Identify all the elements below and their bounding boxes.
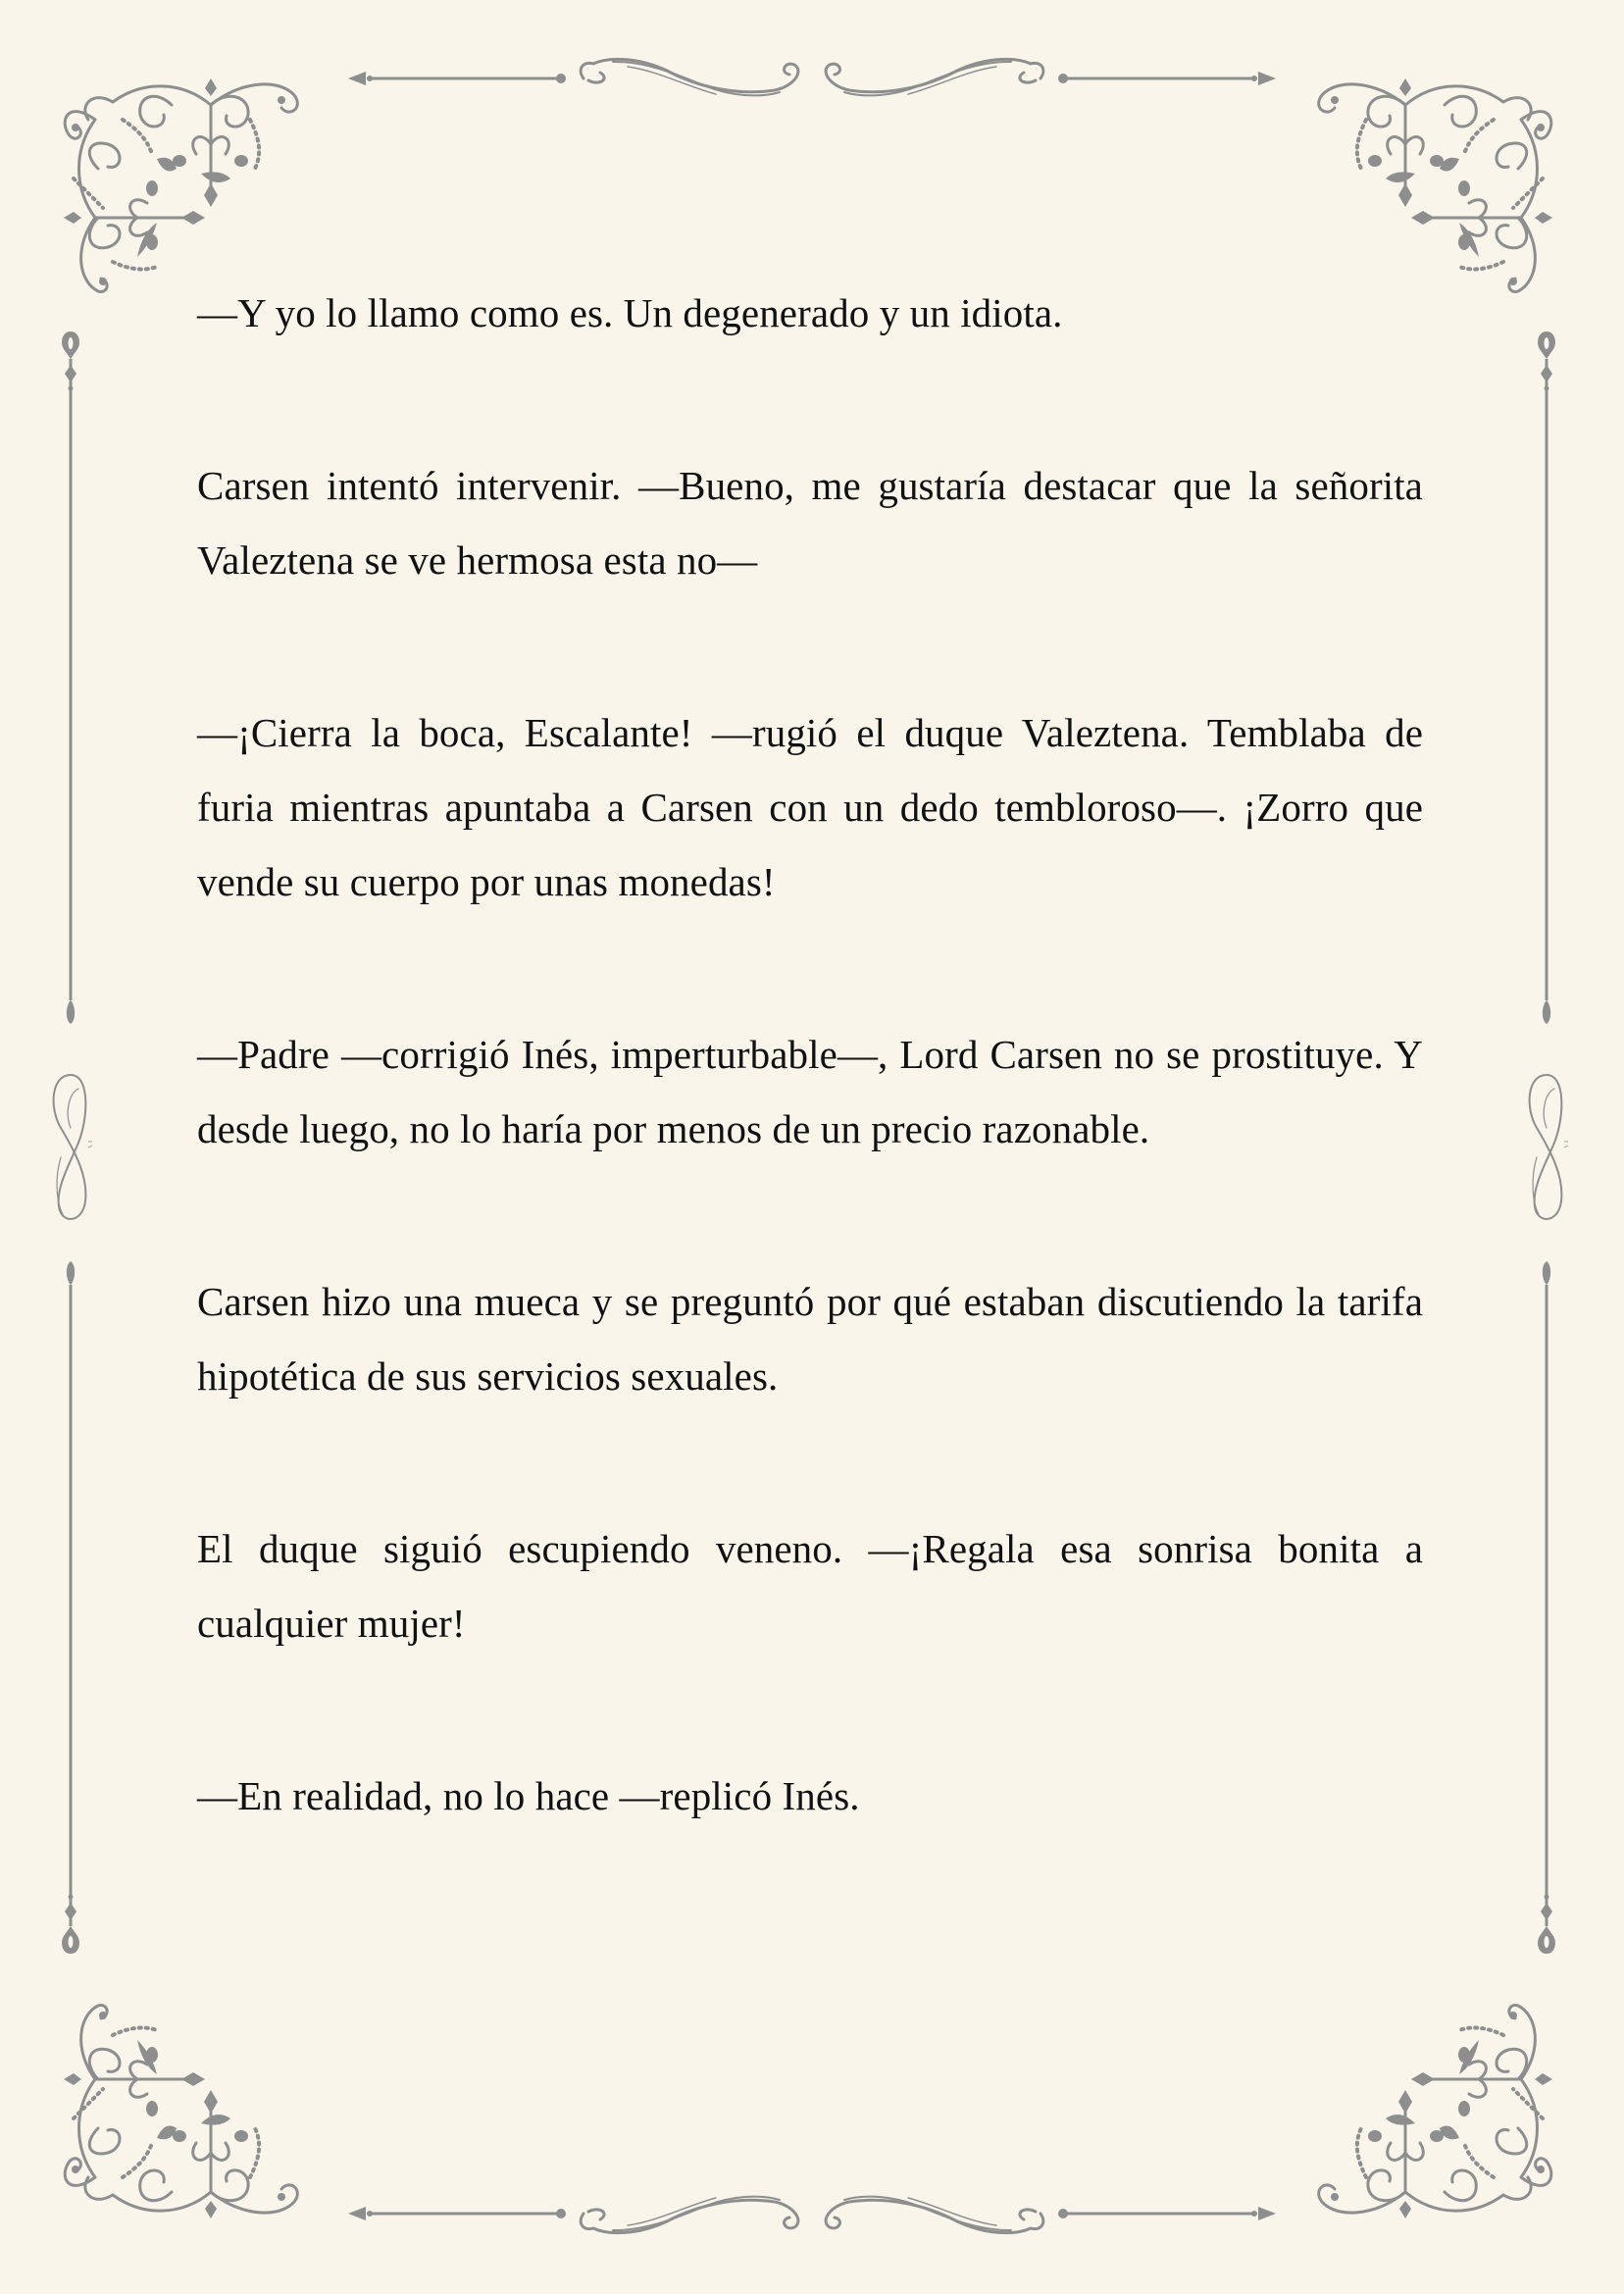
- paragraph: El duque siguió escupiendo veneno. —¡Regala esa sonrisa bonita a cualquier mujer!: [197, 1526, 1423, 1646]
- paragraph: —En realidad, no lo hace —replicó Inés.: [197, 1773, 860, 1818]
- paragraph: Carsen hizo una mueca y se preguntó por qué estaban discutiendo la tarifa hipotética de sus servicios sexuales.: [197, 1279, 1423, 1399]
- corner-ornament-bottom-right-icon: [1317, 2001, 1562, 2236]
- left-rail-lower-icon: [56, 1255, 85, 1962]
- paragraph: —Y yo lo llamo como es. Un degenerado y un idiota.: [197, 290, 1063, 335]
- paragraph: —¡Cierra la boca, Escalante! —rugió el duque Valeztena. Temblaba de furia mientras apuntaba a Carsen con un dedo tembloroso—. ¡Zorro que vende su cuerpo por unas monedas!: [197, 710, 1423, 904]
- corner-ornament-top-right-icon: [1317, 61, 1562, 296]
- left-rail-upper-icon: [56, 324, 85, 1030]
- right-figure-eight-knot-icon: [1517, 1069, 1576, 1226]
- right-rail-lower-icon: [1532, 1255, 1561, 1962]
- corner-ornament-top-left-icon: [54, 61, 299, 296]
- paragraph: —Padre —corrigió Inés, imperturbable—, Lord Carsen no se prostituye. Y desde luego, no lo haría por menos de un precio razonable.: [197, 1032, 1423, 1151]
- top-scroll-divider-icon: [343, 49, 1281, 108]
- paragraph: Carsen intentó intervenir. —Bueno, me gustaría destacar que la señorita Valeztena se ve hermosa esta no—: [197, 463, 1423, 583]
- left-figure-eight-knot-icon: [41, 1069, 100, 1226]
- page-body-text: [197, 276, 1423, 1833]
- right-rail-upper-icon: [1532, 324, 1561, 1030]
- bottom-scroll-divider-icon: [343, 2184, 1281, 2243]
- corner-ornament-bottom-left-icon: [54, 2001, 299, 2236]
